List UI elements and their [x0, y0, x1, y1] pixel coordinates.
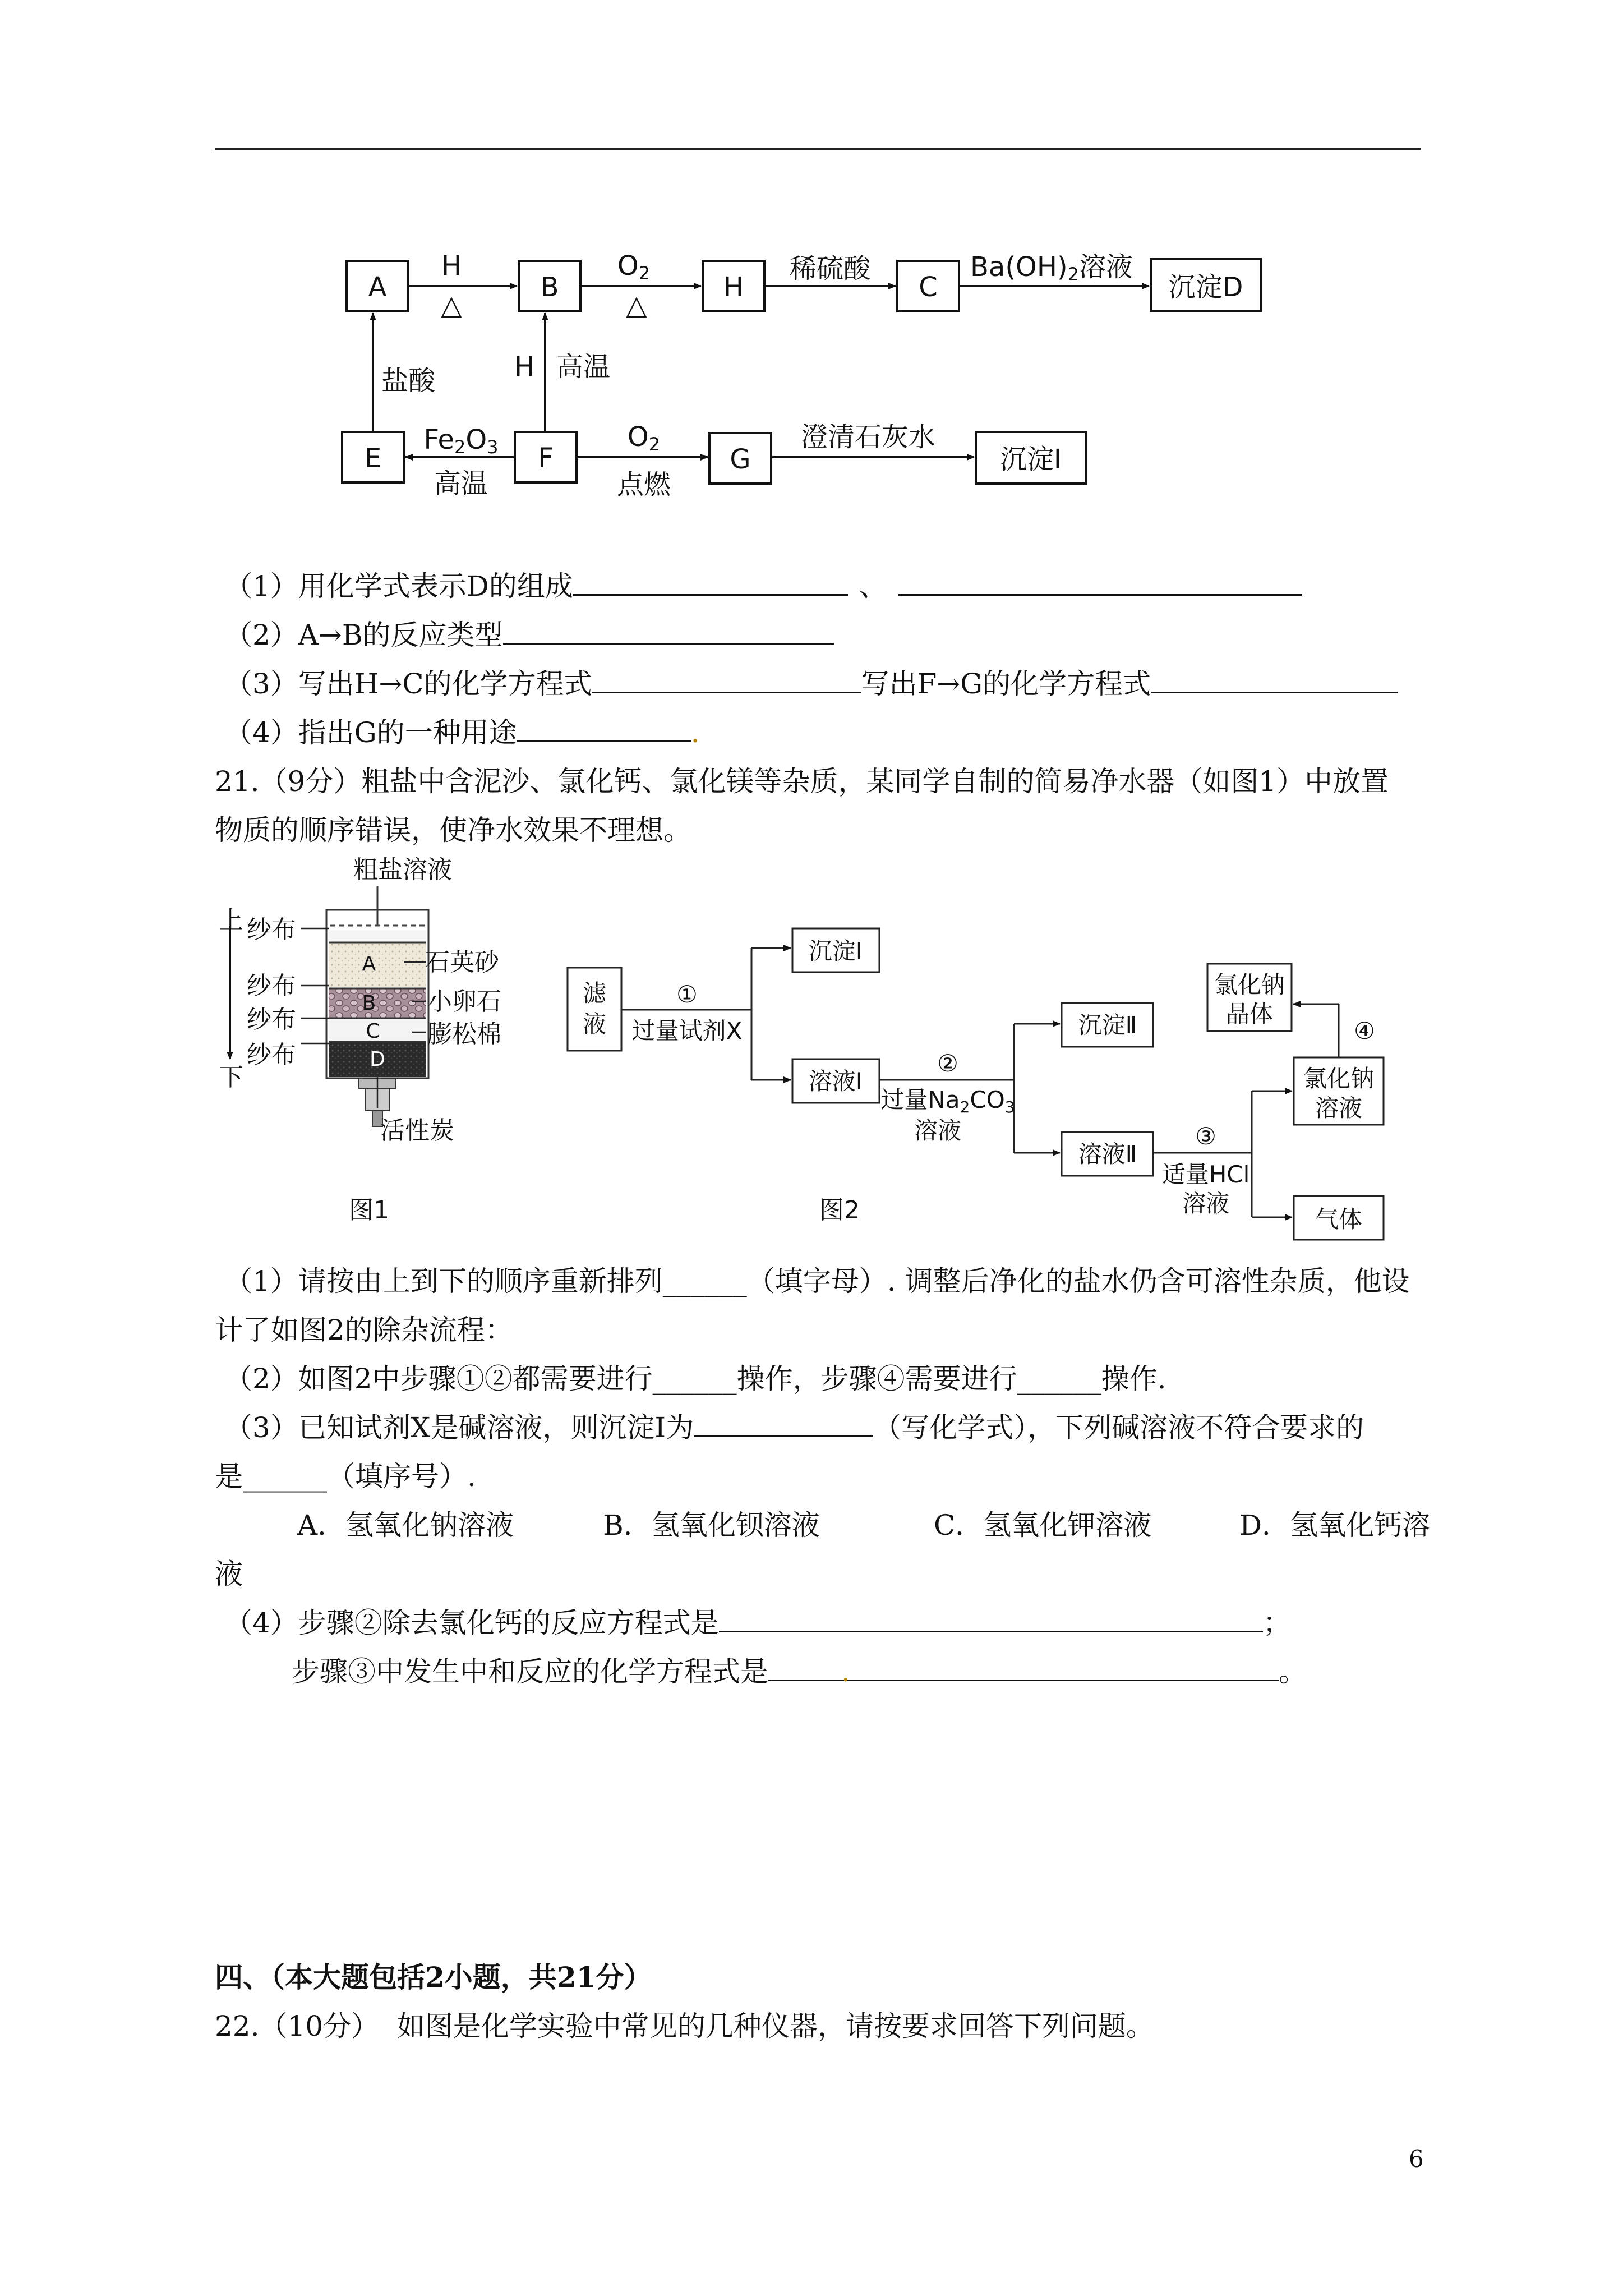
q21-intro-line1: 21.（9分）粗盐中含泥沙、氯化钙、氯化镁等杂质，某同学自制的简易净水器（如图1）中放置	[215, 765, 1389, 798]
q21-part4-line1: （4）步骤②除去氯化钙的反应方程式是 ；	[224, 1607, 1291, 1639]
fig2-sol1-text: 溶液Ⅰ	[808, 1068, 863, 1095]
fig2-filtrate-text1: 滤	[582, 979, 607, 1007]
q21-option-d-wrap: 液	[215, 1558, 243, 1590]
fig2-ppt2-text: 沉淀Ⅱ	[1078, 1011, 1137, 1039]
cd-reagent: Ba(OH)2溶液	[970, 251, 1133, 285]
fig1-quartz-label: 石英砂	[425, 948, 499, 977]
bh-reagent: O2	[617, 250, 651, 284]
fig1-gauze3-label: 纱布	[247, 1005, 296, 1034]
fig1-crude-salt-label: 粗盐溶液	[353, 855, 452, 884]
fig2-nacl-sol-text2: 溶液	[1315, 1094, 1363, 1122]
box-f-label: F	[538, 443, 554, 474]
fig2-step1-reagent: 过量试剂X	[631, 1017, 743, 1045]
box-b-label: B	[540, 272, 559, 303]
box-d-label: 沉淀D	[1168, 272, 1243, 303]
fg-condition: 点燃	[616, 469, 671, 500]
fig2-step3-reagent: 适量HCl	[1161, 1161, 1250, 1188]
fig1-down-label: 下	[219, 1063, 243, 1092]
q21-option-d: D．氢氧化钙溶	[1239, 1509, 1431, 1542]
page-number: 6	[1409, 2145, 1424, 2173]
fig1-pebble-label: 小卵石	[427, 987, 501, 1016]
fig2-step4-num: ④	[1354, 1017, 1375, 1045]
q21-part1-line1: （1）请按由上到下的顺序重新排列______（填字母）. 调整后净化的盐水仍含可溶性杂质，他设	[224, 1265, 1410, 1297]
q21-option-c: C．氢氧化钾溶液	[934, 1509, 1152, 1542]
fig1-carbon-label: 活性炭	[380, 1116, 454, 1145]
fig1-layer-d: D	[370, 1048, 385, 1071]
q20-part3: （3）写出H→C的化学方程式 写出F→G的化学方程式	[224, 667, 1398, 701]
fig2-caption: 图2	[819, 1196, 860, 1225]
ab-reagent: H	[441, 250, 462, 282]
q20-part2: （2）A→B的反应类型	[224, 618, 834, 652]
fb-reagent: H	[514, 351, 535, 383]
fig2-ppt1-text: 沉淀Ⅰ	[808, 937, 863, 965]
q21-part3-line2: 是______（填序号）.	[215, 1460, 476, 1493]
fig1-layer-a: A	[362, 953, 376, 976]
box-g-label: G	[730, 444, 751, 475]
fig1-gauze2-label: 纱布	[247, 972, 296, 1000]
fig2-step2-reagent: 过量Na2CO3	[880, 1086, 1015, 1116]
fb-condition: 高温	[556, 351, 611, 383]
fg-reagent: O2	[627, 421, 661, 455]
fig1-gauze4-label: 纱布	[247, 1041, 296, 1069]
gi-reagent: 澄清石灰水	[800, 421, 936, 453]
fig2-step2-num: ②	[937, 1050, 958, 1077]
q21-part4-line2: 步骤③中发生中和反应的化学方程式是 . 。	[292, 1655, 1307, 1688]
ea-reagent: 盐酸	[381, 365, 436, 397]
fig2-filtrate-text2: 液	[582, 1010, 607, 1038]
fig1-up-label: 上	[219, 906, 243, 935]
fig1-layer-b: B	[362, 992, 376, 1015]
q21-part3-line1: （3）已知试剂X是碱溶液，则沉淀Ⅰ为 （写化学式），下列碱溶液不符合要求的	[224, 1411, 1364, 1444]
fig2-step1-num: ①	[676, 981, 698, 1008]
fig1-layer-c: C	[366, 1020, 380, 1043]
q21-option-a: A．氢氧化钠溶液	[297, 1509, 514, 1542]
section-4-heading: 四、（本大题包括2小题，共21分）	[215, 1961, 652, 1994]
box-e-label: E	[364, 443, 382, 474]
box-c-label: C	[919, 272, 938, 303]
q21-intro-line2: 物质的顺序错误，使净水效果不理想。	[215, 814, 691, 846]
fe-condition: 高温	[434, 468, 488, 499]
fig2-crystal-text2: 晶体	[1225, 1000, 1274, 1028]
q21-option-b: B．氢氧化钡溶液	[603, 1509, 820, 1542]
fig2-nacl-sol-text1: 氯化钠	[1303, 1065, 1375, 1092]
hc-reagent: 稀硫酸	[789, 253, 871, 284]
fig1-gauze1-label: 纱布	[247, 915, 296, 944]
fig2-crystal-text1: 氯化钠	[1214, 971, 1285, 999]
fig2-step3-num: ③	[1195, 1122, 1216, 1150]
fig2-gas-text: 气体	[1315, 1205, 1363, 1233]
box-h-label: H	[723, 272, 744, 303]
fig2-sol2-text: 溶液Ⅱ	[1078, 1140, 1137, 1168]
box-a-label: A	[368, 272, 387, 303]
q21-part1-line2: 计了如图2的除杂流程：	[215, 1314, 513, 1346]
fig2-step3-solution: 溶液	[1182, 1190, 1230, 1217]
q20-part4: （4）指出G的一种用途 .	[224, 716, 700, 749]
box-i-label: 沉淀I	[999, 444, 1062, 475]
q22-intro: 22.（10分） 如图是化学实验中常见的几种仪器，请按要求回答下列问题。	[215, 2010, 1154, 2042]
bh-condition: △	[626, 289, 647, 321]
q21-part2: （2）如图2中步骤①②都需要进行______操作，步骤④需要进行______操作.	[224, 1363, 1166, 1395]
fe-reagent: Fe2O3	[423, 424, 499, 458]
q20-part1: （1）用化学式表示D的组成 、	[224, 569, 1302, 603]
fig1-caption: 图1	[349, 1196, 389, 1225]
ab-condition: △	[441, 289, 462, 321]
fig1-cotton-label: 膨松棉	[427, 1020, 501, 1048]
fig2-step2-solution: 溶液	[914, 1117, 962, 1144]
